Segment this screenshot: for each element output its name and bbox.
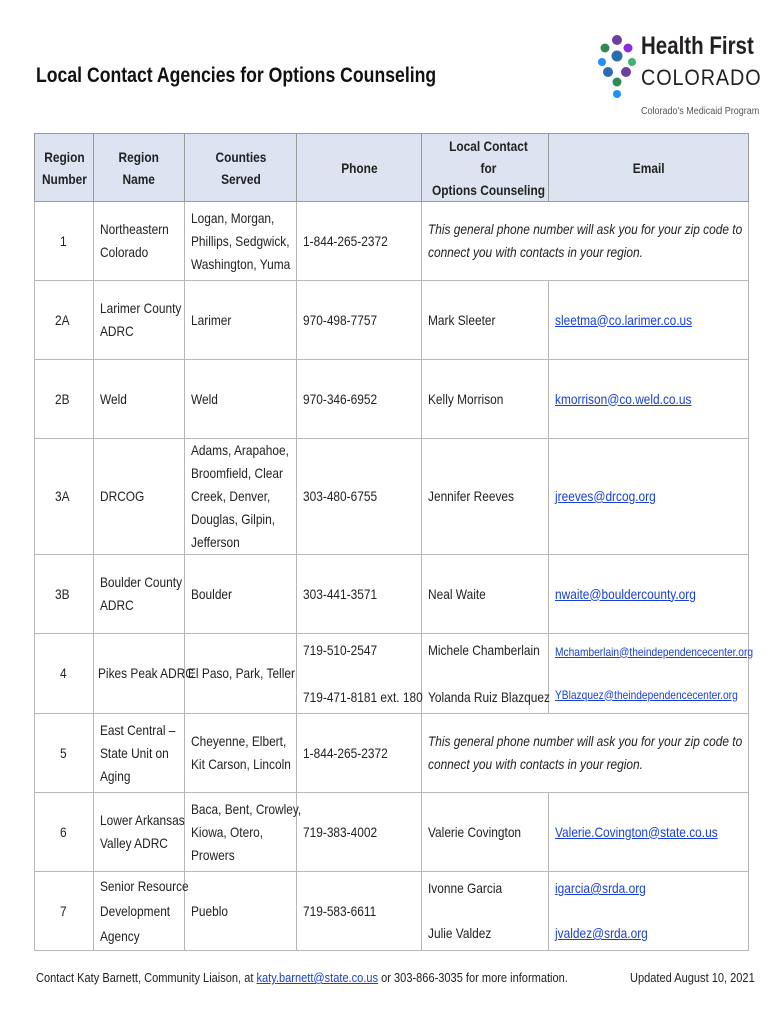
email-cell	[549, 555, 749, 634]
region-number: 2A	[35, 281, 94, 360]
counties-served: Larimer	[185, 281, 297, 360]
phone: 1-844-265-2372	[297, 202, 422, 281]
phone-primary: 719-510-2547	[303, 641, 378, 658]
phone: 303-441-3571	[297, 555, 422, 634]
footer-contact: Contact Katy Barnett, Community Liaison, at katy.barnett@state.co.us or 303-866-3035 for more information.	[36, 970, 568, 985]
table-row	[35, 793, 749, 872]
email-cell	[549, 439, 749, 555]
phone: 719-383-4002	[297, 793, 422, 872]
contacts-table	[34, 133, 754, 951]
email-link[interactable]: jreeves@drcog.org	[555, 488, 656, 504]
phone: 303-480-6755	[297, 439, 422, 555]
contact-secondary: Yolanda Ruiz Blazquez	[428, 688, 550, 705]
table-row	[35, 872, 749, 951]
health-first-colorado-logo	[596, 30, 762, 125]
email-link[interactable]: sleetma@co.larimer.co.us	[555, 311, 693, 328]
counties-served: Adams, Arapahoe, Broomfield, Clear Creek, Denver, Douglas, Gilpin, Jefferson	[185, 439, 297, 555]
email-cell	[549, 872, 749, 951]
logo-tagline: Colorado's Medicaid Program	[641, 106, 760, 117]
email-cell	[549, 281, 749, 360]
header-local-contact: Local Contact for Options Counseling	[422, 134, 549, 202]
phone-secondary: 719-471-8181 ext. 180	[303, 688, 423, 705]
region-name: Larimer County ADRC	[94, 281, 185, 360]
email-link[interactable]: kmorrison@co.weld.co.us	[555, 390, 692, 407]
contact-primary: Michele Chamberlain	[428, 641, 540, 658]
logo-colorado: COLORADO	[641, 65, 762, 90]
table-row	[35, 439, 749, 555]
counties-served: El Paso, Park, Teller	[185, 634, 297, 714]
counties-served: Logan, Morgan, Phillips, Sedgwick, Washington, Yuma	[185, 202, 297, 281]
contact-secondary: Julie Valdez	[428, 925, 492, 941]
table-row	[35, 360, 749, 439]
contact-name	[422, 634, 549, 714]
header-phone: Phone	[297, 134, 422, 202]
table-row	[35, 202, 749, 281]
table-row	[35, 281, 749, 360]
email-link[interactable]: Mchamberlain@theindependencecenter.org	[555, 644, 754, 659]
general-number-note: This general phone number will ask you for your zip code to connect you with contacts in your region.	[422, 714, 749, 793]
table-header-row	[35, 134, 749, 202]
email-link[interactable]: nwaite@bouldercounty.org	[555, 585, 696, 602]
region-name: Boulder County ADRC	[94, 555, 185, 634]
email-link[interactable]: Valerie.Covington@state.co.us	[555, 823, 718, 840]
region-name: Northeastern Colorado	[94, 202, 185, 281]
email-cell	[549, 360, 749, 439]
table-row	[35, 634, 749, 714]
region-name: Lower Arkansas Valley ADRC	[94, 793, 185, 872]
header-email: Email	[549, 134, 749, 202]
counties-served: Boulder	[185, 555, 297, 634]
phone: 970-346-6952	[297, 360, 422, 439]
header-counties-served: Counties Served	[185, 134, 297, 202]
counties-served: Baca, Bent, Crowley, Kiowa, Otero, Prowers	[185, 793, 297, 872]
logo-dots-icon	[596, 34, 638, 104]
email-link[interactable]: igarcia@srda.org	[555, 880, 646, 896]
email-link[interactable]: jvaldez@srda.org	[555, 925, 648, 941]
region-number: 7	[35, 872, 94, 951]
table-row	[35, 714, 749, 793]
header-region-name: Region Name	[94, 134, 185, 202]
footer-email-link[interactable]: katy.barnett@state.co.us	[256, 970, 379, 985]
counties-served: Cheyenne, Elbert, Kit Carson, Lincoln	[185, 714, 297, 793]
region-name: East Central – State Unit on Aging	[94, 714, 185, 793]
contact-name: Kelly Morrison	[422, 360, 549, 439]
header-region-number: Region Number	[35, 134, 94, 202]
counties-served: Weld	[185, 360, 297, 439]
page-title: Local Contact Agencies for Options Counseling	[36, 64, 437, 87]
contact-primary: Ivonne Garcia	[428, 880, 503, 896]
region-name: Pikes Peak ADRC	[94, 634, 185, 714]
region-name: Weld	[94, 360, 185, 439]
email-link[interactable]: YBlazquez@theindependencecenter.org	[555, 687, 738, 702]
counties-served: Pueblo	[185, 872, 297, 951]
contact-name: Jennifer Reeves	[422, 439, 549, 555]
general-number-note: This general phone number will ask you for your zip code to connect you with contacts in your region.	[422, 202, 749, 281]
phone	[297, 634, 422, 714]
email-cell	[549, 793, 749, 872]
contact-name: Mark Sleeter	[422, 281, 549, 360]
contact-name: Valerie Covington	[422, 793, 549, 872]
table-row	[35, 555, 749, 634]
region-name: Senior Resource Development Agency	[94, 872, 185, 951]
updated-date: Updated August 10, 2021	[630, 970, 755, 985]
contact-name: Neal Waite	[422, 555, 549, 634]
phone: 719-583-6611	[297, 872, 422, 951]
contact-name	[422, 872, 549, 951]
phone: 1-844-265-2372	[297, 714, 422, 793]
logo-health-first: Health First	[641, 32, 754, 60]
region-number: 6	[35, 793, 94, 872]
region-number: 3A	[35, 439, 94, 555]
region-number: 2B	[35, 360, 94, 439]
region-name: DRCOG	[94, 439, 185, 555]
email-cell	[549, 634, 754, 714]
phone: 970-498-7757	[297, 281, 422, 360]
region-number: 4	[35, 634, 94, 714]
region-number: 5	[35, 714, 94, 793]
region-number: 1	[35, 202, 94, 281]
region-number: 3B	[35, 555, 94, 634]
